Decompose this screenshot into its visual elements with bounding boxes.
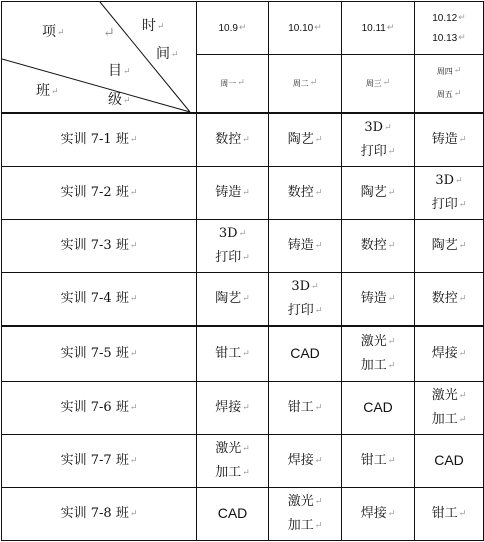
return-mark: ↵ — [314, 306, 323, 317]
class-row — [2, 434, 484, 487]
date-cell — [342, 2, 415, 55]
return-mark: ↵ — [314, 496, 323, 507]
date-cell — [269, 2, 342, 55]
class-name-cell — [2, 167, 197, 220]
activity-text: 陶艺 — [431, 238, 458, 254]
date-text: 10.11 — [361, 23, 386, 35]
activity-text: 钳工 — [287, 399, 314, 415]
activity-text: 焊接 — [431, 345, 458, 361]
return-mark: ↵ — [387, 336, 396, 347]
corner-label-jian: 间↵ — [156, 46, 179, 62]
activity-cell — [197, 167, 269, 220]
class-row — [2, 220, 484, 273]
activity-cell — [342, 487, 415, 540]
weekday-cell — [415, 55, 484, 113]
activity-text: 铸造 — [215, 185, 242, 201]
return-mark: ↵ — [242, 348, 250, 359]
weekday-text: 周二 — [292, 78, 309, 88]
return-mark: ↵ — [129, 134, 138, 145]
activity-line — [197, 222, 268, 246]
return-mark: ↵ — [384, 122, 392, 133]
weekday-line — [197, 72, 268, 95]
class-name-cell — [2, 434, 197, 487]
corner-label-ji: 级↵ — [108, 92, 131, 108]
activity-cell — [269, 167, 342, 220]
activity-cell — [415, 220, 484, 273]
return-mark: ↵ — [242, 402, 250, 413]
date-line — [342, 18, 414, 38]
return-mark: ↵ — [242, 253, 250, 264]
return-mark: ↵ — [242, 443, 250, 454]
activity-line — [342, 287, 414, 311]
activity-text: 钳工 — [431, 505, 458, 521]
activity-text: 3D — [364, 119, 384, 135]
activity-line — [342, 395, 414, 421]
activity-cell — [197, 220, 269, 273]
class-name: 实训 7-3 班 — [60, 238, 129, 254]
date-text: 10.9 — [218, 23, 238, 35]
activity-cell — [342, 167, 415, 220]
return-mark: ↵ — [387, 455, 396, 466]
return-mark: ↵ — [237, 77, 245, 88]
class-name-cell — [2, 113, 197, 167]
class-name-cell — [2, 381, 197, 434]
activity-text: 激光 — [287, 493, 314, 509]
activity-cell — [415, 434, 484, 487]
return-mark: ↵ — [314, 241, 323, 252]
return-mark: ↵ — [458, 12, 466, 23]
date-text: 10.12 — [432, 13, 458, 25]
activity-text: 焊接 — [287, 452, 314, 468]
return-mark: ↵ — [314, 188, 323, 199]
activity-line — [415, 342, 483, 366]
activity-text: 3D — [435, 173, 455, 189]
activity-text: 陶艺 — [287, 131, 314, 147]
activity-text: 激光 — [215, 440, 242, 456]
weekday-line — [342, 72, 414, 95]
activity-text: CAD — [434, 451, 464, 468]
corner-label-mu: 目↵ — [108, 63, 131, 79]
activity-cell — [415, 167, 484, 220]
activity-text: 焊接 — [360, 505, 387, 521]
date-line — [197, 18, 268, 38]
activity-line — [197, 396, 268, 420]
activity-line — [415, 128, 483, 152]
corner-header-cell — [2, 2, 197, 113]
activity-text: 铸造 — [360, 291, 387, 307]
activity-text: 铸造 — [287, 238, 314, 254]
weekday-text: 周四 — [436, 67, 453, 77]
schedule-body — [2, 2, 484, 541]
return-mark: ↵ — [453, 66, 462, 77]
activity-cell — [269, 220, 342, 273]
activity-line — [342, 234, 414, 258]
activity-text: 激光 — [431, 387, 458, 403]
activity-text: 数控 — [360, 238, 387, 254]
activity-cell — [197, 273, 269, 326]
return-mark: ↵ — [458, 200, 467, 211]
activity-cell — [269, 326, 342, 381]
activity-text: CAD — [363, 398, 393, 415]
activity-line — [197, 342, 268, 366]
class-name-cell — [2, 273, 197, 326]
activity-cell — [415, 326, 484, 381]
corner-label-ban: 班↵ — [36, 83, 59, 99]
date-line — [269, 18, 341, 38]
return-mark: ↵ — [242, 467, 250, 478]
activity-line — [342, 449, 414, 473]
activity-line — [197, 501, 268, 527]
return-mark: ↵ — [129, 402, 138, 413]
date-text: 10.10 — [288, 23, 314, 35]
activity-line — [269, 490, 341, 514]
activity-line — [415, 287, 483, 311]
activity-cell — [269, 381, 342, 434]
activity-text: 钳工 — [360, 452, 387, 468]
activity-text: 钳工 — [215, 345, 242, 361]
activity-line — [269, 449, 341, 473]
activity-line — [342, 181, 414, 205]
weekday-cell — [197, 55, 269, 113]
activity-text: 3D — [218, 226, 238, 242]
return-mark: ↵ — [242, 294, 250, 305]
return-mark: ↵ — [458, 348, 467, 359]
activity-cell — [342, 273, 415, 326]
class-name: 实训 7-1 班 — [60, 131, 129, 147]
weekday-line — [415, 83, 483, 106]
date-cell — [415, 2, 484, 55]
return-mark: ↵ — [387, 188, 396, 199]
activity-line — [342, 330, 414, 354]
activity-line — [342, 140, 414, 164]
return-mark: ↵ — [453, 89, 462, 100]
return-mark: ↵ — [458, 414, 467, 425]
activity-text: 3D — [291, 279, 311, 295]
activity-text: 陶艺 — [360, 185, 387, 201]
activity-text: 焊接 — [215, 399, 242, 415]
activity-text: 打印 — [360, 143, 387, 159]
activity-line — [269, 234, 341, 258]
activity-line — [342, 354, 414, 378]
activity-cell — [342, 326, 415, 381]
activity-line — [197, 437, 268, 461]
return-mark: ↵ — [314, 402, 323, 413]
schedule-table — [1, 1, 484, 541]
return-mark: ↵ — [129, 348, 138, 359]
class-name: 实训 7-4 班 — [60, 291, 129, 307]
activity-cell — [415, 381, 484, 434]
activity-cell — [415, 273, 484, 326]
return-mark: ↵ — [387, 241, 396, 252]
return-mark: ↵ — [242, 134, 250, 145]
activity-cell — [269, 487, 342, 540]
weekday-line — [415, 60, 483, 83]
class-name: 实训 7-6 班 — [60, 399, 129, 415]
return-mark: ↵ — [387, 294, 396, 305]
activity-line — [269, 275, 341, 299]
activity-cell — [197, 434, 269, 487]
activity-line — [415, 169, 483, 193]
return-mark: ↵ — [314, 520, 323, 531]
activity-text: 加工 — [360, 357, 387, 373]
return-mark: ↵ — [458, 390, 467, 401]
return-mark: ↵ — [455, 176, 463, 187]
return-mark: ↵ — [314, 22, 322, 33]
return-mark: ↵ — [129, 508, 138, 519]
return-mark: ↵ — [129, 294, 138, 305]
activity-line — [269, 181, 341, 205]
date-text: 10.13 — [432, 33, 458, 45]
activity-text: 加工 — [287, 517, 314, 533]
return-mark: ↵ — [387, 146, 396, 157]
activity-cell — [415, 487, 484, 540]
activity-text: 铸造 — [431, 131, 458, 147]
class-name-cell — [2, 487, 197, 540]
class-name: 实训 7-8 班 — [60, 505, 129, 521]
activity-line — [269, 514, 341, 538]
return-mark: ↵ — [129, 241, 138, 252]
class-name: 实训 7-2 班 — [60, 185, 129, 201]
activity-text: 加工 — [431, 411, 458, 427]
weekday-line — [269, 72, 341, 95]
activity-cell — [342, 381, 415, 434]
activity-cell — [269, 113, 342, 167]
class-row — [2, 113, 484, 167]
return-mark: ↵ — [314, 455, 323, 466]
activity-cell — [415, 113, 484, 167]
return-mark: ↵ — [458, 32, 466, 43]
corner-return-mark: ↵ — [103, 25, 115, 41]
return-mark: ↵ — [458, 508, 467, 519]
weekday-cell — [269, 55, 342, 113]
activity-line — [415, 448, 483, 474]
activity-line — [197, 287, 268, 311]
return-mark: ↵ — [238, 229, 247, 240]
return-mark: ↵ — [387, 360, 396, 371]
activity-line — [415, 234, 483, 258]
activity-cell — [342, 113, 415, 167]
activity-text: 打印 — [431, 197, 458, 213]
header-date-row — [2, 2, 484, 55]
activity-line — [342, 502, 414, 526]
class-row — [2, 487, 484, 540]
return-mark: ↵ — [309, 77, 318, 88]
activity-text: CAD — [290, 344, 320, 361]
activity-line — [197, 128, 268, 152]
activity-line — [415, 384, 483, 408]
class-row — [2, 167, 484, 220]
return-mark: ↵ — [129, 455, 138, 466]
activity-text: 打印 — [215, 250, 242, 266]
activity-line — [342, 116, 414, 140]
activity-cell — [197, 326, 269, 381]
class-row — [2, 326, 484, 381]
activity-line — [415, 502, 483, 526]
activity-line — [197, 461, 268, 485]
date-line — [415, 28, 483, 48]
return-mark: ↵ — [314, 134, 323, 145]
activity-line — [269, 299, 341, 323]
return-mark: ↵ — [382, 77, 391, 88]
class-row — [2, 381, 484, 434]
corner-label-xiang: 项↵ — [42, 24, 65, 40]
return-mark: ↵ — [387, 508, 396, 519]
activity-cell — [197, 381, 269, 434]
weekday-text: 周五 — [436, 90, 453, 100]
weekday-text: 周一 — [220, 78, 237, 88]
activity-text: 陶艺 — [215, 291, 242, 307]
date-cell — [197, 2, 269, 55]
weekday-cell — [342, 55, 415, 113]
activity-cell — [197, 113, 269, 167]
class-row — [2, 273, 484, 326]
activity-cell — [269, 273, 342, 326]
activity-text: 加工 — [215, 464, 242, 480]
activity-line — [269, 396, 341, 420]
activity-cell — [269, 434, 342, 487]
activity-text: 数控 — [215, 131, 242, 147]
activity-line — [197, 181, 268, 205]
activity-line — [415, 408, 483, 432]
return-mark: ↵ — [458, 294, 467, 305]
date-line — [415, 8, 483, 28]
activity-line — [197, 246, 268, 270]
return-mark: ↵ — [242, 188, 250, 199]
activity-text: CAD — [217, 504, 248, 521]
return-mark: ↵ — [238, 22, 247, 33]
activity-cell — [342, 434, 415, 487]
activity-text: 数控 — [431, 291, 458, 307]
activity-cell — [197, 487, 269, 540]
activity-text: 激光 — [360, 333, 387, 349]
activity-cell — [342, 220, 415, 273]
activity-text: 打印 — [287, 303, 314, 319]
activity-text: 数控 — [287, 185, 314, 201]
weekday-text: 周三 — [365, 78, 382, 88]
return-mark: ↵ — [386, 22, 395, 33]
class-name: 实训 7-7 班 — [60, 452, 129, 468]
return-mark: ↵ — [129, 188, 138, 199]
class-name-cell — [2, 326, 197, 381]
corner-label-shi: 时↵ — [142, 18, 165, 34]
return-mark: ↵ — [311, 282, 319, 293]
return-mark: ↵ — [458, 134, 467, 145]
activity-line — [269, 341, 341, 367]
class-name: 实训 7-5 班 — [60, 345, 129, 361]
return-mark: ↵ — [458, 241, 467, 252]
activity-line — [415, 193, 483, 217]
activity-line — [269, 128, 341, 152]
class-name-cell — [2, 220, 197, 273]
